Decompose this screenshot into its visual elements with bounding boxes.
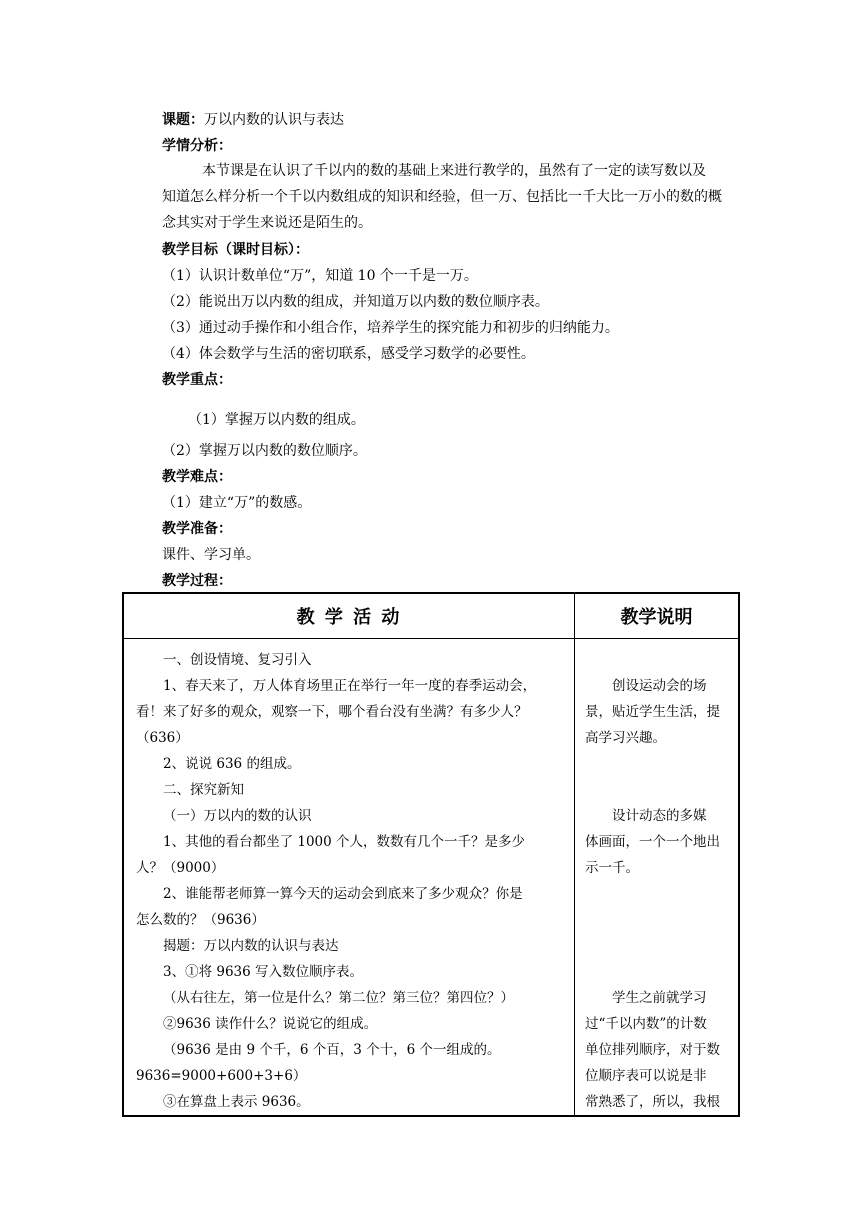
process-label: 教学过程：: [162, 573, 232, 589]
activity-line: 9636=9000+600+3+6）: [136, 1068, 307, 1084]
note-line: 过“千以内数”的计数: [585, 1016, 707, 1032]
activity-line: 2、谁能帮老师算一算今天的运动会到底来了多少观众？你是: [163, 886, 523, 902]
notes-header: 教学说明: [575, 593, 740, 639]
note-line: 高学习兴趣。: [585, 730, 666, 746]
goal-item: （1）认识计数单位“万”，知道 10 个一千是一万。: [162, 268, 478, 284]
activity-line: （一）万以内的数的认识: [163, 808, 312, 824]
activity-line: 怎么数的？（9636）: [136, 912, 265, 928]
note-line: 常熟悉了，所以，我根: [585, 1094, 720, 1110]
topic-line: [162, 110, 344, 130]
note-line: 创设运动会的场: [612, 678, 707, 694]
notes-cell: [575, 639, 740, 1117]
note-line: 位顺序表可以说是非: [585, 1068, 707, 1084]
analysis-label: 学情分析：: [162, 138, 232, 154]
activity-line: （9636 是由 9 个千，6 个百，3 个十，6 个一组成的。: [163, 1042, 501, 1058]
note-line: 示一千。: [585, 860, 639, 876]
activity-line: 人？（9000）: [136, 860, 225, 876]
goal-item: （3）通过动手操作和小组合作，培养学生的探究能力和初步的归纳能力。: [162, 320, 619, 336]
activity-cell: [123, 639, 575, 1117]
analysis-paragraph: [162, 158, 734, 236]
table-body-row: [123, 639, 739, 1117]
note-line: 单位排列顺序，对于数: [585, 1042, 720, 1058]
activity-line: 看！来了好多的观众，观察一下，哪个看台没有坐满？有多少人？: [136, 704, 528, 720]
difficulty-label: 教学难点：: [162, 469, 232, 485]
note-line: 学生之前就学习: [612, 990, 707, 1006]
note-block: [585, 673, 728, 751]
goal-item: （2）能说出万以内数的组成，并知道万以内数的数位顺序表。: [162, 294, 549, 310]
analysis-line: 本节课是在认识了千以内的数的基础上来进行教学的，虽然有了一定的读写数以及: [202, 163, 706, 179]
teaching-process-table: [122, 592, 740, 1117]
activity-line: （636）: [136, 730, 189, 746]
activity-line: ③在算盘上表示 9636。: [163, 1094, 310, 1110]
key-label: 教学重点：: [162, 372, 232, 388]
analysis-line: 知道怎么样分析一个千以内数组成的知识和经验，但一万、包括比一千大比一万小的数的概: [162, 189, 722, 205]
activity-line: ②9636 读作什么？说说它的组成。: [163, 1016, 378, 1032]
note-block: [585, 985, 728, 1115]
goals-label: 教学目标（课时目标）：: [162, 242, 309, 258]
activity-line: （从右往左，第一位是什么？第二位？第三位？第四位？）: [163, 990, 514, 1006]
activity-line: 2、说说 636 的组成。: [163, 756, 301, 772]
topic-text: 万以内数的认识与表达: [204, 112, 344, 128]
activity-line: 1、春天来了，万人体育场里正在举行一年一度的春季运动会，: [163, 678, 537, 694]
topic-label: 课题：: [162, 112, 204, 128]
analysis-line: 念其实对于学生来说还是陌生的。: [162, 215, 372, 231]
table-header-row: [123, 593, 739, 639]
key-point: （1）掌握万以内数的组成。: [188, 412, 365, 428]
note-block: [585, 803, 728, 881]
activity-header: 教 学 活 动: [123, 593, 575, 639]
activity-line: 二、探究新知: [163, 782, 244, 798]
goal-item: （4）体会数学与生活的密切联系，感受学习数学的必要性。: [162, 346, 535, 362]
activity-line: 揭题：万以内数的认识与表达: [163, 938, 339, 954]
activity-line: 1、其他的看台都坐了 1000 个人，数数有几个一千？是多少: [163, 834, 526, 850]
prep-label: 教学准备：: [162, 521, 232, 537]
key-point: （2）掌握万以内数的数位顺序。: [162, 443, 367, 459]
prep-text: 课件、学习单。: [162, 547, 260, 563]
note-line: 景，贴近学生生活，提: [585, 704, 720, 720]
activity-line: 一、创设情境、复习引入: [163, 652, 312, 668]
note-line: 设计动态的多媒: [612, 808, 707, 824]
activity-line: 3、①将 9636 写入数位顺序表。: [163, 964, 364, 980]
difficulty-item: （1）建立“万”的数感。: [162, 495, 312, 511]
note-line: 体画面，一个一个地出: [585, 834, 720, 850]
